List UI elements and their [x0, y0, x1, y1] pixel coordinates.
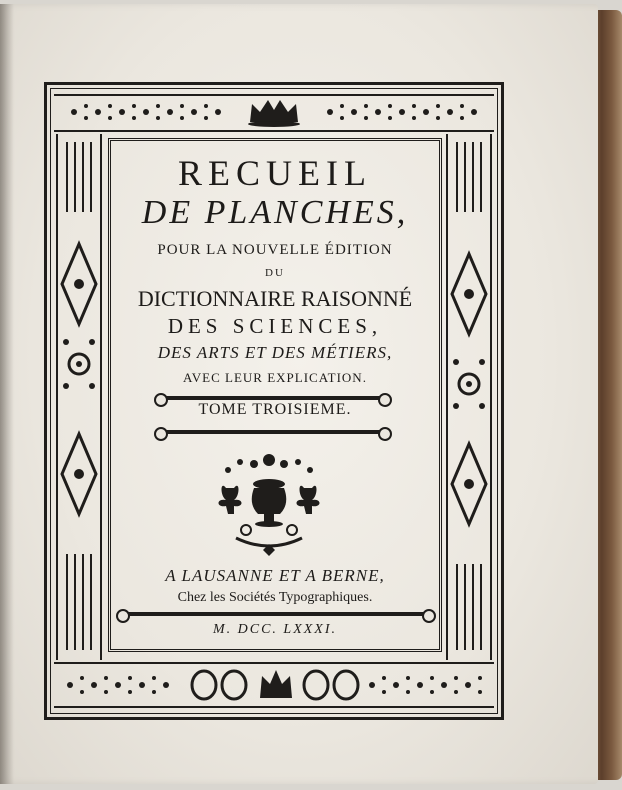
- top-ornament-band: [54, 92, 494, 134]
- imprint-publisher: Chez les Sociétés Typographiques.: [177, 590, 373, 605]
- title-nouvelle-edition: POUR LA NOUVELLE ÉDITION: [157, 242, 393, 258]
- rule-below-volume: [162, 430, 384, 434]
- volume-label: TOME TROISIEME.: [198, 401, 352, 418]
- imprint-date: M. DCC. LXXXI.: [212, 622, 338, 637]
- floral-vase-vignette: [206, 450, 332, 558]
- right-ornament-column: [444, 134, 494, 660]
- imprint-place: A LAUSANNE ET A BERNE,: [165, 566, 385, 585]
- page-gutter-shadow: [0, 4, 14, 784]
- title-dictionnaire: DICTIONNAIRE RAISONNÉ: [137, 286, 413, 311]
- rule-above-volume: [162, 396, 384, 400]
- title-du: DU: [265, 267, 285, 279]
- bottom-ornament-band: [54, 660, 494, 710]
- title-des-arts: DES ARTS ET DES MÉTIERS,: [157, 343, 393, 362]
- title-avec-explication: AVEC LEUR EXPLICATION.: [183, 370, 367, 385]
- rule-above-date: [124, 612, 428, 616]
- left-ornament-column: [54, 134, 104, 660]
- title-de-planches: DE PLANCHES,: [141, 194, 409, 231]
- title-recueil: RECUEIL: [178, 153, 372, 193]
- title-des-sciences: DES SCIENCES,: [167, 314, 383, 338]
